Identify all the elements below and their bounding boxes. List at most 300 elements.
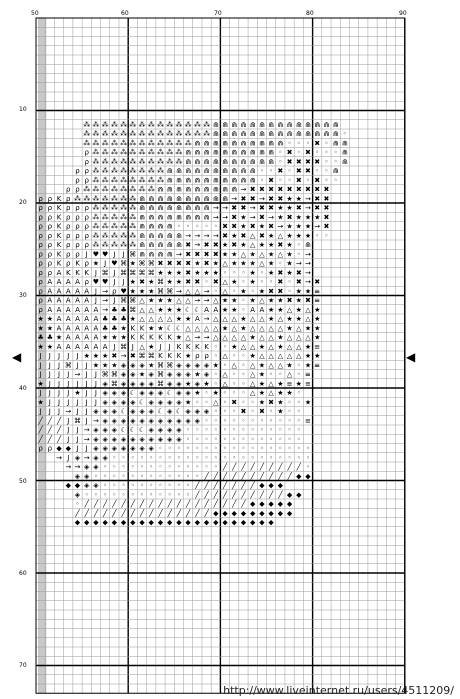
stitch-symbol: ◦ bbox=[167, 481, 172, 490]
stitch-symbol: ◦ bbox=[139, 453, 145, 462]
stitch-symbol: ╱ bbox=[176, 500, 182, 509]
stitch-symbol: → bbox=[212, 204, 219, 213]
stitch-symbol: ♥ bbox=[102, 278, 109, 287]
stitch-symbol: ╱ bbox=[232, 463, 237, 472]
stitch-symbol: ⋒ bbox=[268, 120, 275, 129]
stitch-symbol: ◦ bbox=[213, 342, 218, 351]
stitch-symbol: ◈ bbox=[194, 361, 201, 370]
stitch-symbol: ✖ bbox=[277, 241, 284, 250]
stitch-symbol: ⁂ bbox=[138, 130, 146, 139]
stitch-symbol: △ bbox=[286, 342, 293, 351]
stitch-symbol: ◈ bbox=[185, 361, 191, 370]
row-label-70: 70 bbox=[19, 662, 27, 669]
stitch-symbol: ◦ bbox=[315, 231, 320, 240]
stitch-symbol: ◆ bbox=[296, 472, 302, 481]
stitch-symbol: ◈ bbox=[130, 361, 136, 370]
stitch-symbol: ✖ bbox=[212, 250, 219, 259]
stitch-symbol: ◦ bbox=[167, 490, 172, 499]
stitch-symbol: ρ bbox=[47, 241, 53, 250]
stitch-symbol: → bbox=[305, 250, 311, 259]
stitch-symbol: J bbox=[113, 268, 116, 277]
stitch-symbol: △ bbox=[259, 315, 265, 324]
stitch-symbol: ◦ bbox=[278, 370, 283, 379]
stitch-symbol: ◦ bbox=[269, 444, 274, 453]
stitch-symbol: ⁂ bbox=[175, 139, 183, 148]
stitch-symbol: ╱ bbox=[195, 490, 200, 499]
stitch-symbol: ★ bbox=[212, 268, 219, 277]
stitch-symbol: ◈ bbox=[157, 398, 164, 407]
stitch-symbol: ◦ bbox=[176, 481, 181, 490]
stitch-symbol: ╱ bbox=[204, 481, 209, 490]
stitch-symbol: K bbox=[139, 333, 145, 342]
stitch-symbol: ◦ bbox=[213, 407, 218, 416]
stitch-symbol: ★ bbox=[175, 333, 183, 342]
stitch-symbol: ⁂ bbox=[83, 120, 91, 129]
stitch-symbol: ⋒ bbox=[166, 241, 173, 250]
stitch-symbol: ★ bbox=[295, 296, 302, 305]
stitch-symbol: J bbox=[58, 398, 61, 407]
stitch-symbol: ⋒ bbox=[341, 148, 348, 157]
stitch-symbol: ⁂ bbox=[166, 120, 174, 129]
stitch-symbol: J bbox=[76, 444, 79, 453]
stitch-symbol: ✖ bbox=[305, 148, 311, 157]
stitch-symbol: ⁂ bbox=[110, 148, 118, 157]
stitch-symbol: K bbox=[84, 268, 90, 277]
stitch-symbol: K bbox=[204, 342, 209, 351]
stitch-symbol: A bbox=[65, 278, 71, 287]
stitch-symbol: ✖ bbox=[286, 185, 293, 194]
stitch-symbol: ◦ bbox=[296, 250, 301, 259]
stitch-symbol: ◦ bbox=[232, 370, 237, 379]
stitch-symbol: ⁂ bbox=[203, 120, 211, 129]
stitch-symbol: ╱ bbox=[47, 435, 52, 444]
stitch-symbol: ⁂ bbox=[156, 148, 164, 157]
stitch-symbol: ◈ bbox=[74, 453, 81, 462]
stitch-symbol: ◦ bbox=[324, 231, 329, 240]
stitch-symbol: J bbox=[122, 250, 125, 259]
stitch-symbol: ★ bbox=[231, 231, 238, 240]
stitch-symbol: J bbox=[67, 426, 70, 435]
stitch-symbol: → bbox=[268, 213, 275, 222]
stitch-symbol: K bbox=[56, 241, 62, 250]
stitch-symbol: ⋒ bbox=[139, 222, 145, 231]
stitch-symbol: ρ bbox=[38, 305, 43, 314]
stitch-symbol: ✖ bbox=[295, 185, 302, 194]
stitch-symbol: ◈ bbox=[102, 389, 108, 398]
stitch-symbol: → bbox=[194, 296, 201, 305]
stitch-symbol: ★ bbox=[221, 241, 229, 250]
stitch-symbol: ◦ bbox=[296, 139, 301, 148]
stitch-symbol: → bbox=[203, 333, 210, 342]
stitch-symbol: ♣ bbox=[46, 333, 53, 342]
stitch-symbol: △ bbox=[249, 241, 256, 250]
stitch-symbol: ◦ bbox=[278, 444, 283, 453]
stitch-symbol: ╱ bbox=[250, 490, 255, 499]
stitch-symbol: ◆ bbox=[213, 518, 219, 527]
stitch-symbol: ◦ bbox=[232, 268, 237, 277]
stitch-symbol: ╱ bbox=[241, 500, 246, 509]
stitch-symbol: ╱ bbox=[287, 463, 292, 472]
stitch-symbol: ★ bbox=[102, 352, 109, 361]
stitch-symbol: ⁂ bbox=[156, 139, 164, 148]
stitch-symbol: ◦ bbox=[241, 361, 246, 370]
stitch-symbol: ◦ bbox=[241, 352, 246, 361]
stitch-symbol: ★ bbox=[221, 305, 229, 314]
stitch-symbol: ⌘ bbox=[147, 259, 155, 268]
stitch-symbol: △ bbox=[268, 333, 274, 342]
stitch-symbol: ☾ bbox=[175, 407, 183, 416]
stitch-symbol: △ bbox=[259, 259, 265, 268]
stitch-symbol: → bbox=[194, 241, 201, 250]
stitch-symbol: ⋒ bbox=[240, 167, 247, 176]
stitch-symbol: ◦ bbox=[232, 444, 237, 453]
stitch-symbol: △ bbox=[194, 324, 201, 333]
stitch-symbol: ≡ bbox=[286, 379, 293, 388]
stitch-symbol: ρ bbox=[66, 222, 71, 231]
stitch-symbol: A bbox=[75, 333, 80, 342]
stitch-symbol: ⋒ bbox=[166, 204, 173, 213]
stitch-symbol: ◈ bbox=[111, 416, 118, 425]
stitch-symbol: ρ bbox=[204, 352, 209, 361]
stitch-symbol: ρ bbox=[75, 250, 80, 259]
stitch-symbol: ⁂ bbox=[129, 176, 137, 185]
stitch-symbol: → bbox=[92, 416, 99, 425]
stitch-symbol: ◦ bbox=[287, 287, 292, 296]
stitch-symbol: ✖ bbox=[277, 194, 284, 203]
stitch-symbol: ⁂ bbox=[92, 176, 100, 185]
stitch-symbol: ✖ bbox=[222, 231, 228, 240]
stitch-symbol: ⋒ bbox=[194, 185, 201, 194]
stitch-symbol: △ bbox=[222, 315, 228, 324]
stitch-symbol: ★ bbox=[277, 342, 284, 351]
stitch-symbol: ⋒ bbox=[157, 241, 164, 250]
stitch-symbol: ρ bbox=[75, 204, 80, 213]
stitch-symbol: ⋒ bbox=[332, 130, 339, 139]
stitch-symbol: ⋒ bbox=[258, 130, 265, 139]
stitch-symbol: ⋒ bbox=[148, 250, 155, 259]
stitch-symbol: △ bbox=[222, 370, 228, 379]
stitch-symbol: ⋒ bbox=[231, 157, 238, 166]
stitch-symbol: ⋒ bbox=[203, 204, 210, 213]
stitch-symbol: ⋒ bbox=[203, 167, 210, 176]
stitch-symbol: ◦ bbox=[195, 463, 200, 472]
stitch-symbol: ◦ bbox=[278, 416, 283, 425]
row-label-50: 50 bbox=[19, 478, 27, 485]
stitch-symbol: △ bbox=[213, 324, 219, 333]
col-label-70: 70 bbox=[214, 10, 222, 17]
stitch-symbol: ✖ bbox=[185, 259, 192, 268]
stitch-symbol: ╱ bbox=[195, 509, 200, 518]
stitch-symbol: ◦ bbox=[167, 472, 172, 481]
stitch-symbol: ◦ bbox=[250, 453, 255, 462]
stitch-symbol: ◦ bbox=[296, 444, 301, 453]
stitch-symbol: ⁂ bbox=[129, 231, 137, 240]
stitch-symbol: ★ bbox=[231, 250, 238, 259]
stitch-symbol: ╱ bbox=[222, 463, 228, 472]
stitch-symbol: ╱ bbox=[139, 509, 145, 518]
stitch-symbol: A bbox=[75, 287, 80, 296]
stitch-symbol: A bbox=[75, 315, 80, 324]
stitch-symbol: ◈ bbox=[185, 407, 191, 416]
stitch-symbol: K bbox=[56, 250, 62, 259]
stitch-symbol: ✖ bbox=[222, 222, 228, 231]
stitch-symbol: ◦ bbox=[241, 379, 246, 388]
stitch-symbol: ⁂ bbox=[147, 157, 155, 166]
stitch-symbol: ⌘ bbox=[101, 268, 109, 277]
stitch-symbol: ◈ bbox=[166, 416, 173, 425]
stitch-symbol: ◦ bbox=[213, 426, 218, 435]
stitch-symbol: ╱ bbox=[269, 490, 274, 499]
stitch-symbol: ◦ bbox=[93, 490, 99, 499]
stitch-symbol: J bbox=[58, 352, 61, 361]
stitch-symbol: ⋒ bbox=[194, 148, 201, 157]
stitch-symbol: ⋒ bbox=[258, 120, 265, 129]
stitch-symbol: ⌘ bbox=[110, 370, 118, 379]
stitch-symbol: ☾ bbox=[194, 305, 201, 314]
stitch-symbol: ◦ bbox=[305, 139, 311, 148]
stitch-symbol: ◦ bbox=[195, 222, 200, 231]
stitch-symbol: ◦ bbox=[176, 490, 181, 499]
stitch-symbol: J bbox=[85, 361, 88, 370]
stitch-symbol: ★ bbox=[295, 194, 302, 203]
stitch-symbol: △ bbox=[259, 250, 265, 259]
stitch-symbol: ★ bbox=[102, 361, 109, 370]
stitch-symbol: A bbox=[75, 342, 80, 351]
stitch-symbol: △ bbox=[259, 333, 265, 342]
stitch-symbol: J bbox=[131, 342, 134, 351]
stitch-symbol: ⌘ bbox=[101, 370, 109, 379]
stitch-symbol: ★ bbox=[175, 278, 183, 287]
stitch-symbol: ✖ bbox=[314, 176, 321, 185]
stitch-symbol: ◦ bbox=[149, 463, 154, 472]
stitch-symbol: ◈ bbox=[176, 361, 182, 370]
stitch-symbol: ◦ bbox=[222, 453, 228, 462]
stitch-symbol: ◦ bbox=[269, 426, 274, 435]
stitch-symbol: ╱ bbox=[213, 472, 218, 481]
stitch-symbol: A bbox=[102, 342, 108, 351]
stitch-symbol: ⁂ bbox=[101, 222, 109, 231]
stitch-symbol: J bbox=[85, 389, 88, 398]
stitch-symbol: A bbox=[84, 296, 90, 305]
stitch-symbol: ⌘ bbox=[156, 361, 164, 370]
stitch-symbol: ◦ bbox=[296, 416, 301, 425]
stitch-symbol: ◦ bbox=[259, 278, 264, 287]
stitch-symbol: ⁂ bbox=[120, 167, 128, 176]
stitch-symbol: ✖ bbox=[258, 213, 265, 222]
col-label-50: 50 bbox=[31, 10, 39, 17]
stitch-symbol: J bbox=[58, 379, 61, 388]
stitch-symbol: ★ bbox=[184, 352, 192, 361]
stitch-symbol: ◦ bbox=[112, 463, 117, 472]
stitch-symbol: ◦ bbox=[296, 398, 301, 407]
stitch-symbol: J bbox=[58, 407, 61, 416]
stitch-symbol: ★ bbox=[138, 370, 146, 379]
stitch-symbol: ◦ bbox=[232, 435, 237, 444]
stitch-symbol: ◦ bbox=[278, 259, 283, 268]
stitch-symbol: ⋒ bbox=[277, 130, 284, 139]
stitch-symbol: ρ bbox=[38, 213, 43, 222]
stitch-symbol: ◦ bbox=[305, 444, 311, 453]
stitch-symbol: ✖ bbox=[185, 268, 192, 277]
stitch-symbol: ⁂ bbox=[92, 148, 100, 157]
stitch-symbol: ★ bbox=[304, 361, 312, 370]
stitch-symbol: ◦ bbox=[195, 444, 200, 453]
stitch-symbol: ρ bbox=[66, 259, 71, 268]
stitch-symbol: J bbox=[76, 398, 79, 407]
stitch-symbol: J bbox=[76, 352, 79, 361]
stitch-symbol: ★ bbox=[286, 204, 293, 213]
stitch-symbol: ◈ bbox=[148, 416, 154, 425]
stitch-symbol: → bbox=[102, 296, 109, 305]
stitch-symbol: ◈ bbox=[84, 472, 90, 481]
stitch-symbol: ✖ bbox=[286, 296, 293, 305]
stitch-symbol: ⋒ bbox=[148, 231, 155, 240]
stitch-symbol: ✖ bbox=[295, 167, 302, 176]
stitch-symbol: ◦ bbox=[149, 453, 154, 462]
stitch-symbol: ◦ bbox=[269, 435, 274, 444]
stitch-symbol: ✖ bbox=[305, 157, 311, 166]
stitch-symbol: ◦ bbox=[186, 472, 191, 481]
stitch-symbol: ╱ bbox=[278, 463, 283, 472]
stitch-symbol: ★ bbox=[120, 324, 127, 333]
stitch-symbol: △ bbox=[249, 324, 256, 333]
stitch-symbol: ⋒ bbox=[222, 139, 228, 148]
stitch-symbol: ◦ bbox=[186, 453, 191, 462]
stitch-symbol: ◈ bbox=[203, 361, 210, 370]
stitch-symbol: → bbox=[249, 213, 256, 222]
stitch-symbol: A bbox=[204, 305, 209, 314]
stitch-symbol: J bbox=[67, 370, 70, 379]
stitch-symbol: ◦ bbox=[112, 481, 117, 490]
stitch-symbol: ρ bbox=[75, 176, 80, 185]
stitch-symbol: △ bbox=[249, 231, 256, 240]
stitch-symbol: ◈ bbox=[176, 389, 182, 398]
stitch-symbol: ⁂ bbox=[110, 194, 118, 203]
stitch-symbol: A bbox=[250, 305, 256, 314]
stitch-symbol: ◦ bbox=[204, 435, 209, 444]
stitch-symbol: ◦ bbox=[176, 463, 181, 472]
stitch-symbol: ◈ bbox=[139, 389, 145, 398]
stitch-symbol: → bbox=[102, 287, 109, 296]
stitch-symbol: ◈ bbox=[120, 389, 127, 398]
stitch-symbol: ◆ bbox=[185, 518, 191, 527]
stitch-symbol: ⋒ bbox=[222, 194, 228, 203]
stitch-symbol: ◈ bbox=[148, 370, 154, 379]
stitch-symbol: J bbox=[94, 370, 97, 379]
stitch-symbol: ✖ bbox=[231, 222, 238, 231]
stitch-symbol: ★ bbox=[314, 333, 321, 342]
stitch-symbol: ✖ bbox=[111, 352, 118, 361]
stitch-symbol: ╱ bbox=[269, 472, 274, 481]
stitch-symbol: A bbox=[259, 305, 265, 314]
stitch-symbol: ⁂ bbox=[120, 120, 128, 129]
row-label-60: 60 bbox=[19, 570, 27, 577]
stitch-symbol: ◦ bbox=[149, 490, 154, 499]
stitch-symbol: ⋒ bbox=[194, 157, 201, 166]
stitch-symbol: ⁂ bbox=[175, 130, 183, 139]
stitch-symbol: ★ bbox=[92, 259, 100, 268]
stitch-symbol: ★ bbox=[295, 379, 302, 388]
stitch-symbol: ★ bbox=[240, 241, 247, 250]
stitch-symbol: ⋒ bbox=[166, 185, 173, 194]
stitch-symbol: ρ bbox=[84, 222, 89, 231]
stitch-symbol: ⋒ bbox=[194, 176, 201, 185]
stitch-symbol: ◦ bbox=[149, 472, 154, 481]
stitch-symbol: ⋒ bbox=[295, 130, 302, 139]
stitch-symbol: ◦ bbox=[305, 463, 311, 472]
stitch-symbol: ╱ bbox=[84, 509, 89, 518]
stitch-symbol: ╱ bbox=[259, 472, 264, 481]
stitch-symbol: ◦ bbox=[84, 490, 89, 499]
stitch-symbol: ⋒ bbox=[314, 120, 321, 129]
stitch-symbol: ╱ bbox=[130, 500, 135, 509]
stitch-symbol: ρ bbox=[75, 185, 80, 194]
stitch-symbol: ◦ bbox=[278, 157, 283, 166]
stitch-symbol: A bbox=[93, 315, 99, 324]
stitch-symbol: ⁂ bbox=[166, 157, 174, 166]
stitch-symbol: A bbox=[56, 324, 62, 333]
stitch-symbol: ⁂ bbox=[73, 194, 81, 203]
stitch-symbol: ◈ bbox=[102, 398, 108, 407]
stitch-symbol: ◦ bbox=[204, 416, 209, 425]
stitch-symbol: ✖ bbox=[203, 250, 210, 259]
stitch-symbol: J bbox=[48, 370, 51, 379]
stitch-symbol: ◦ bbox=[324, 167, 329, 176]
stitch-symbol: ◈ bbox=[130, 435, 136, 444]
stitch-symbol: ◦ bbox=[296, 148, 301, 157]
stitch-symbol: ◦ bbox=[324, 176, 329, 185]
stitch-symbol: △ bbox=[213, 315, 219, 324]
stitch-symbol: ρ bbox=[75, 213, 80, 222]
stitch-symbol: ★ bbox=[304, 342, 312, 351]
stitch-symbol: ✖ bbox=[277, 167, 284, 176]
stitch-symbol: ★ bbox=[240, 324, 247, 333]
stitch-symbol: ◦ bbox=[222, 407, 228, 416]
stitch-symbol: J bbox=[76, 426, 79, 435]
stitch-symbol: △ bbox=[249, 361, 256, 370]
stitch-symbol: ♣ bbox=[111, 305, 118, 314]
stitch-symbol: ⋒ bbox=[157, 213, 164, 222]
stitch-symbol: ★ bbox=[212, 361, 219, 370]
stitch-symbol: ★ bbox=[240, 287, 247, 296]
stitch-symbol: ⁂ bbox=[166, 139, 174, 148]
stitch-symbol: ◦ bbox=[259, 176, 264, 185]
stitch-symbol: ⋒ bbox=[295, 120, 302, 129]
stitch-symbol: ◈ bbox=[120, 416, 127, 425]
stitch-symbol: ◈ bbox=[130, 444, 136, 453]
stitch-symbol: ⋒ bbox=[148, 222, 155, 231]
stitch-symbol: ◦ bbox=[269, 407, 274, 416]
stitch-symbol: → bbox=[203, 296, 210, 305]
stitch-symbol: ◈ bbox=[148, 398, 154, 407]
stitch-symbol: ◦ bbox=[241, 444, 246, 453]
stitch-symbol: ◈ bbox=[93, 444, 99, 453]
stitch-symbol: ◆ bbox=[176, 518, 182, 527]
stitch-symbol: ╱ bbox=[112, 509, 117, 518]
stitch-symbol: ⁂ bbox=[83, 185, 91, 194]
stitch-symbol: △ bbox=[286, 352, 293, 361]
stitch-symbol: ⋒ bbox=[277, 120, 284, 129]
stitch-symbol: △ bbox=[277, 324, 284, 333]
stitch-symbol: ⁂ bbox=[120, 213, 128, 222]
stitch-symbol: ◆ bbox=[268, 500, 274, 509]
stitch-symbol: △ bbox=[231, 333, 237, 342]
stitch-symbol: ╱ bbox=[149, 509, 154, 518]
stitch-symbol: ◈ bbox=[102, 435, 108, 444]
stitch-symbol: ◦ bbox=[112, 490, 117, 499]
stitch-symbol: ⌘ bbox=[166, 361, 174, 370]
stitch-symbol: ◈ bbox=[130, 370, 136, 379]
